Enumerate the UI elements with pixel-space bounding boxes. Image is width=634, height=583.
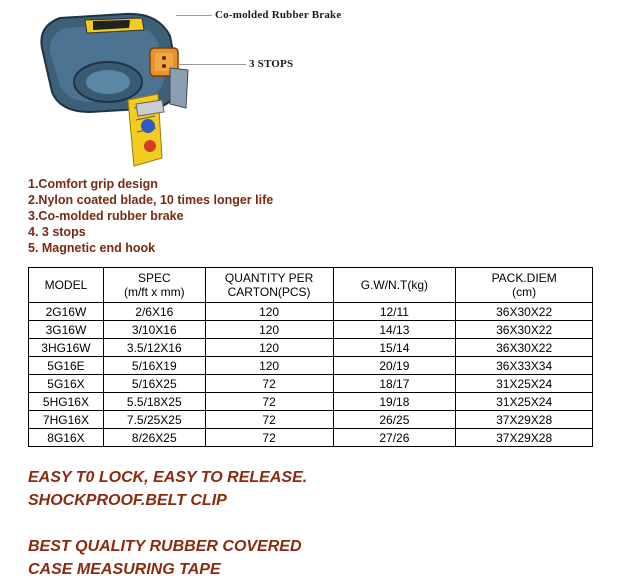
feature-item: 3.Co-molded rubber brake [28,209,184,223]
pack-cell: 36X30X22 [456,339,593,357]
spec-cell: 5/16X19 [103,357,205,375]
model-cell: 7HG16X [29,411,104,429]
feature-item: 4. 3 stops [28,225,86,239]
table-row [29,429,593,447]
spec-cell: 5.5/18X25 [103,393,205,411]
column-header: MODEL [29,268,104,303]
model-cell: 5HG16X [29,393,104,411]
table-header-row [29,268,593,303]
feature-item: 5. Magnetic end hook [28,241,156,255]
spec-table [28,267,593,447]
column-header: PACK.DIEM (cm) [456,268,593,303]
spec-cell: 3.5/12X16 [103,339,205,357]
weight-cell: 19/18 [333,393,456,411]
table-row [29,321,593,339]
slogan-line: CASE MEASURING TAPE [28,561,221,578]
feature-list [28,176,273,256]
slogan-line: SHOCKPROOF.BELT CLIP [28,492,227,509]
table-row [29,411,593,429]
stops-callout-label: 3 STOPS [249,58,294,70]
weight-cell: 18/17 [333,375,456,393]
quantity-cell: 120 [205,339,333,357]
column-header: SPEC (m/ft x mm) [103,268,205,303]
pack-cell: 31X25X24 [456,393,593,411]
table-row [29,303,593,321]
model-cell: 3HG16W [29,339,104,357]
quantity-cell: 72 [205,429,333,447]
model-cell: 8G16X [29,429,104,447]
table-row [29,375,593,393]
quantity-cell: 72 [205,411,333,429]
model-cell: 3G16W [29,321,104,339]
quantity-cell: 72 [205,393,333,411]
weight-cell: 12/11 [333,303,456,321]
pack-cell: 37X29X28 [456,411,593,429]
spec-cell: 2/6X16 [103,303,205,321]
quantity-cell: 120 [205,357,333,375]
pack-cell: 37X29X28 [456,429,593,447]
feature-item: 2.Nylon coated blade, 10 times longer life [28,193,274,207]
spec-cell: 5/16X25 [103,375,205,393]
slogan-line: EASY T0 LOCK, EASY TO RELEASE. [28,469,308,486]
weight-cell: 26/25 [333,411,456,429]
table-row [29,339,593,357]
weight-cell: 14/13 [333,321,456,339]
table-row [29,393,593,411]
spec-cell: 7.5/25X25 [103,411,205,429]
spec-cell: 8/26X25 [103,429,205,447]
slogan-line: BEST QUALITY RUBBER COVERED [28,538,302,555]
model-cell: 5G16E [29,357,104,375]
column-header: G.W/N.T(kg) [333,268,456,303]
spec-cell: 3/10X16 [103,321,205,339]
brake-callout-line [176,15,212,16]
weight-cell: 27/26 [333,429,456,447]
column-header: QUANTITY PER CARTON(PCS) [205,268,333,303]
quantity-cell: 120 [205,321,333,339]
quantity-cell: 120 [205,303,333,321]
model-cell: 2G16W [29,303,104,321]
weight-cell: 15/14 [333,339,456,357]
quantity-cell: 72 [205,375,333,393]
pack-cell: 36X30X22 [456,321,593,339]
stops-callout-line [178,64,246,65]
model-cell: 5G16X [29,375,104,393]
pack-cell: 36X33X34 [456,357,593,375]
brake-callout-label: Co-molded Rubber Brake [215,9,342,21]
table-row [29,357,593,375]
pack-cell: 36X30X22 [456,303,593,321]
pack-cell: 31X25X24 [456,375,593,393]
feature-item: 1.Comfort grip design [28,177,158,191]
tape-measure-image [30,8,230,173]
weight-cell: 20/19 [333,357,456,375]
